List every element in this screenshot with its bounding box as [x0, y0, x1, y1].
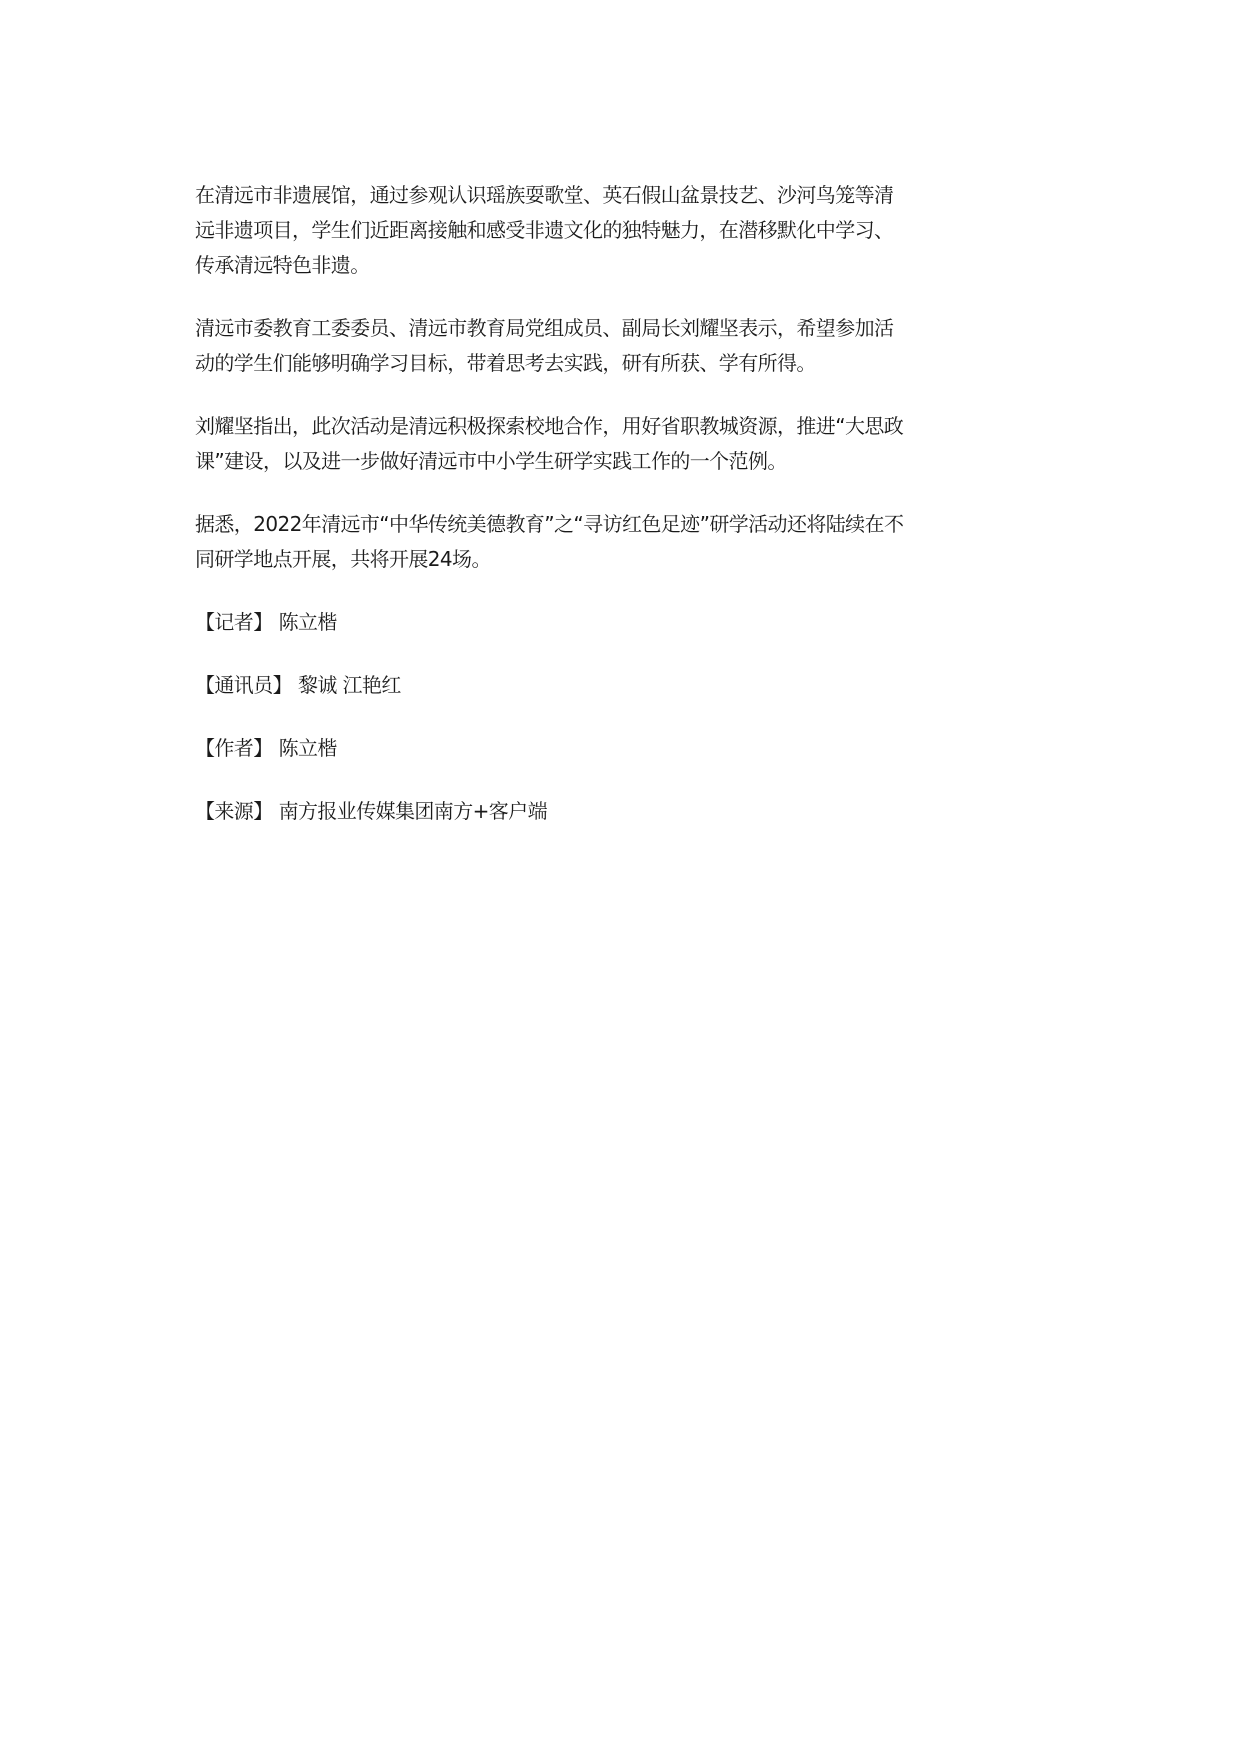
credit-correspondent	[195, 668, 975, 703]
credit-label: 【作者】	[195, 736, 273, 760]
paragraph-line: 同研学地点开展，共将开展24场。	[195, 547, 491, 571]
paragraph-line: 远非遗项目，学生们近距离接触和感受非遗文化的独特魅力，在潜移默化中学习、	[195, 218, 894, 242]
paragraph-heritage-visit	[195, 178, 975, 283]
paragraph-cooperation-example	[195, 409, 975, 479]
paragraph-line: 课”建设，以及进一步做好清远市中小学生研学实践工作的一个范例。	[195, 449, 787, 473]
credit-author	[195, 731, 975, 766]
credit-label: 【记者】	[195, 610, 273, 634]
credit-value: 南方报业传媒集团南方+客户端	[278, 799, 547, 823]
paragraph-line: 传承清远特色非遗。	[195, 253, 370, 277]
credit-label: 【来源】	[195, 799, 273, 823]
paragraph-line: 清远市委教育工委委员、清远市教育局党组成员、副局长刘耀坚表示，希望参加活	[195, 316, 894, 340]
credit-value: 黎诚 江艳红	[298, 673, 401, 697]
paragraph-official-remarks	[195, 311, 975, 381]
paragraph-event-schedule	[195, 507, 975, 577]
paragraph-line: 刘耀坚指出，此次活动是清远积极探索校地合作，用好省职教城资源，推进“大思政	[195, 414, 904, 438]
credit-value: 陈立楷	[278, 736, 337, 760]
paragraph-line: 在清远市非遗展馆，通过参观认识瑶族耍歌堂、英石假山盆景技艺、沙河鸟笼等清	[195, 183, 894, 207]
article-body	[195, 178, 975, 857]
credit-source	[195, 794, 975, 829]
paragraph-line: 动的学生们能够明确学习目标，带着思考去实践，研有所获、学有所得。	[195, 351, 816, 375]
credit-reporter	[195, 605, 975, 640]
credit-value: 陈立楷	[278, 610, 337, 634]
paragraph-line: 据悉，2022年清远市“中华传统美德教育”之“寻访红色足迹”研学活动还将陆续在不	[195, 512, 904, 536]
credit-label: 【通讯员】	[195, 673, 292, 697]
